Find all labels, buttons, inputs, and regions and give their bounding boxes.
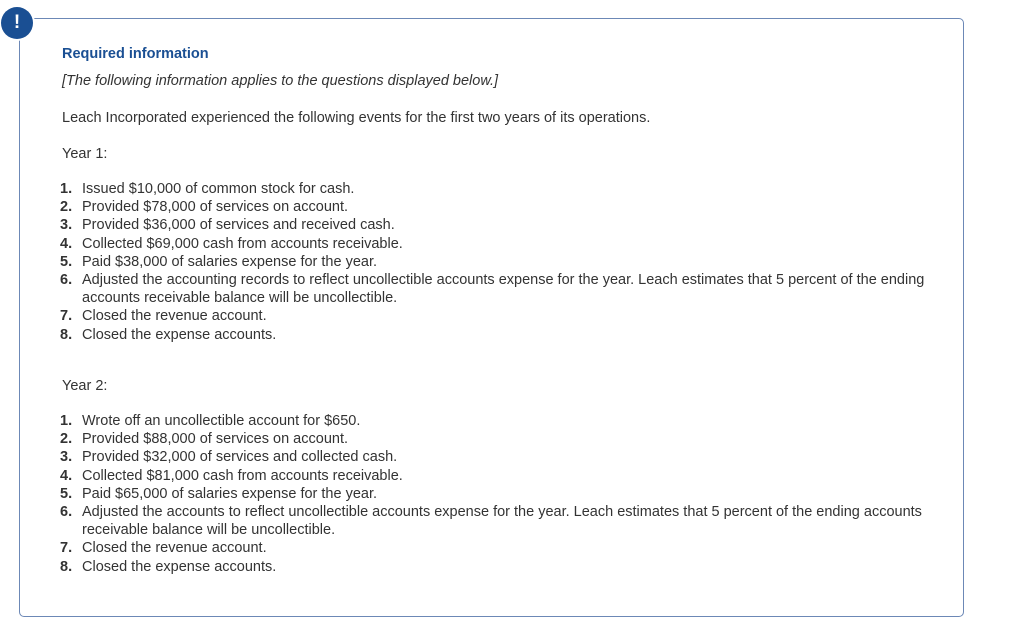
event-number: 4. xyxy=(60,467,73,484)
event-text: Adjusted the accounting records to reflect uncollectible accounts expense for the year. Leach estimates that 5 percent of the ending accounts receivable balance will be uncollectible. xyxy=(82,272,925,307)
event-number: 2. xyxy=(60,199,73,216)
year-2-events xyxy=(60,412,940,576)
list-item xyxy=(60,430,940,448)
event-text: Paid $38,000 of salaries expense for the year. xyxy=(82,253,378,270)
event-number: 3. xyxy=(60,217,73,234)
list-item xyxy=(60,503,940,539)
event-text: Provided $36,000 of services and received cash. xyxy=(82,217,395,234)
list-item xyxy=(60,448,940,466)
event-number: 8. xyxy=(60,558,73,575)
event-text: Collected $81,000 cash from accounts receivable. xyxy=(82,467,403,484)
event-text: Closed the expense accounts. xyxy=(82,558,277,575)
event-text: Closed the revenue account. xyxy=(82,540,267,557)
event-number: 6. xyxy=(60,272,73,289)
event-text: Provided $32,000 of services and collected cash. xyxy=(82,449,398,466)
list-item xyxy=(60,307,940,325)
event-text: Wrote off an uncollectible account for $650. xyxy=(82,413,361,429)
exclamation-icon: ! xyxy=(1,7,33,39)
card-intro: Leach Incorporated experienced the following events for the first two years of its operations. xyxy=(62,110,651,126)
card-heading: Required information xyxy=(62,46,209,62)
list-item xyxy=(60,485,940,503)
list-item xyxy=(60,412,940,430)
event-number: 8. xyxy=(60,326,73,343)
list-item xyxy=(60,558,940,576)
event-text: Closed the revenue account. xyxy=(82,308,267,325)
event-text: Collected $69,000 cash from accounts receivable. xyxy=(82,235,403,252)
event-number: 1. xyxy=(60,181,73,197)
event-text: Provided $78,000 of services on account. xyxy=(82,199,348,216)
event-text: Paid $65,000 of salaries expense for the year. xyxy=(82,485,378,502)
event-number: 5. xyxy=(60,485,73,502)
year-1-label: Year 1: xyxy=(62,146,108,162)
list-item xyxy=(60,253,940,271)
required-information-card xyxy=(19,18,964,617)
year-1-events xyxy=(60,180,940,344)
event-number: 7. xyxy=(60,540,73,557)
event-number: 5. xyxy=(60,253,73,270)
list-item xyxy=(60,467,940,485)
list-item xyxy=(60,180,940,198)
event-text: Adjusted the accounts to reflect uncollectible accounts expense for the year. Leach estimates that 5 percent of the ending accounts receivable balance will be uncollectible. xyxy=(82,504,922,539)
event-number: 1. xyxy=(60,413,73,429)
event-text: Provided $88,000 of services on account. xyxy=(82,431,348,448)
event-text: Closed the expense accounts. xyxy=(82,326,277,343)
event-number: 3. xyxy=(60,449,73,466)
list-item xyxy=(60,539,940,557)
list-item xyxy=(60,198,940,216)
event-text: Issued $10,000 of common stock for cash. xyxy=(82,181,355,197)
year-2-label: Year 2: xyxy=(62,378,108,394)
event-number: 2. xyxy=(60,431,73,448)
list-item xyxy=(60,216,940,234)
event-number: 7. xyxy=(60,308,73,325)
event-number: 4. xyxy=(60,235,73,252)
list-item xyxy=(60,271,940,307)
card-note: [The following information applies to the questions displayed below.] xyxy=(62,73,499,89)
list-item xyxy=(60,326,940,344)
event-number: 6. xyxy=(60,504,73,521)
list-item xyxy=(60,235,940,253)
